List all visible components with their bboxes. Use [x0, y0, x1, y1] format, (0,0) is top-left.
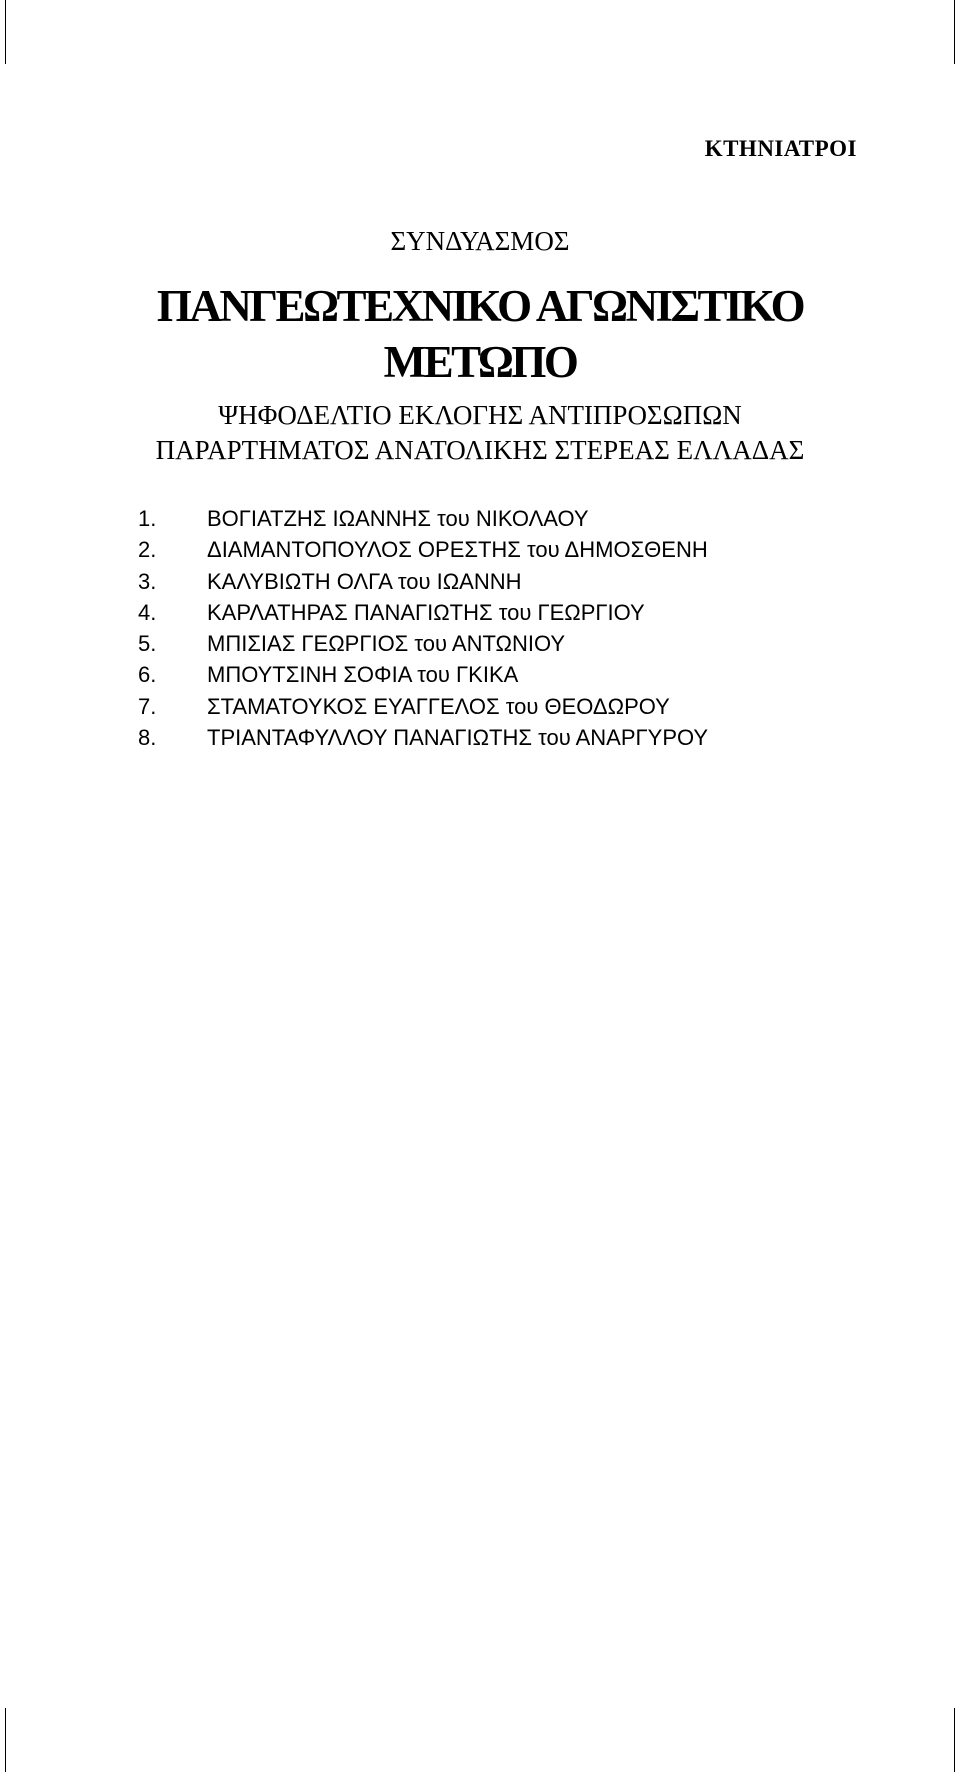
coalition-name-line-2: ΜΕΤΩΠΟ: [383, 337, 577, 387]
candidate-item: [138, 691, 708, 722]
candidate-number: 8.: [138, 725, 157, 751]
crop-mark-bottom-left: [5, 1708, 6, 1772]
ballot-title: [0, 398, 960, 468]
candidate-item: [138, 566, 708, 597]
candidate-name: ΒΟΓΙΑΤΖΗΣ ΙΩΑΝΝΗΣ του ΝΙΚΟΛΑΟΥ: [207, 506, 589, 531]
candidate-number: 6.: [138, 662, 157, 688]
category-label: ΚΤΗΝΙΑΤΡΟΙ: [704, 136, 857, 161]
candidate-number: 4.: [138, 599, 157, 625]
ballot-title-line-1: ΨΗΦΟΔΕΛΤΙΟ ΕΚΛΟΓΗΣ ΑΝΤΙΠΡΟΣΩΠΩΝ: [218, 400, 742, 430]
ballot-title-line-2: ΠΑΡΑΡΤΗΜΑΤΟΣ ΑΝΑΤΟΛΙΚΗΣ ΣΤΕΡΕΑΣ ΕΛΛΑΔΑΣ: [155, 435, 805, 465]
crop-mark-top-left: [5, 0, 6, 64]
candidate-number: 5.: [138, 631, 157, 657]
candidate-item: [138, 722, 708, 753]
candidate-item: [138, 597, 708, 628]
candidate-name: ΣΤΑΜΑΤΟΥΚΟΣ ΕΥΑΓΓΕΛΟΣ του ΘΕΟΔΩΡΟΥ: [207, 693, 670, 719]
candidate-name: ΤΡΙΑΝΤΑΦΥΛΛΟΥ ΠΑΝΑΓΙΩΤΗΣ του ΑΝΑΡΓΥΡΟΥ: [207, 725, 709, 751]
candidate-name: ΚΑΡΛΑΤΗΡΑΣ ΠΑΝΑΓΙΩΤΗΣ του ΓΕΩΡΓΙΟΥ: [207, 599, 645, 625]
coalition-name-line-1: ΠΑΝΓΕΩΤΕΧΝΙΚΟ ΑΓΩΝΙΣΤΙΚΟ: [156, 281, 804, 331]
candidate-item: [138, 503, 708, 534]
crop-mark-bottom-right: [954, 1708, 955, 1772]
coalition-name: [0, 278, 960, 390]
candidate-item: [138, 534, 708, 565]
crop-mark-top-right: [954, 0, 955, 64]
candidate-name: ΔΙΑΜΑΝΤΟΠΟΥΛΟΣ ΟΡΕΣΤΗΣ του ΔΗΜΟΣΘΕΝΗ: [207, 537, 708, 563]
candidate-name: ΜΠΟΥΤΣΙΝΗ ΣΟΦΙΑ του ΓΚΙΚΑ: [207, 662, 519, 688]
candidate-number: 7.: [138, 693, 157, 719]
candidate-number: 3.: [138, 568, 157, 594]
candidate-name: ΜΠΙΣΙΑΣ ΓΕΩΡΓΙΟΣ του ΑΝΤΩΝΙΟΥ: [207, 631, 566, 657]
candidate-list: [138, 503, 708, 753]
coalition-label: ΣΥΝΔΥΑΣΜΟΣ: [390, 226, 570, 256]
candidate-item: [138, 659, 708, 690]
candidate-item: [138, 628, 708, 659]
candidate-number: 2.: [138, 537, 157, 563]
candidate-number: 1.: [138, 506, 157, 531]
candidate-name: ΚΑΛΥΒΙΩΤΗ ΟΛΓΑ του ΙΩΑΝΝΗ: [207, 568, 522, 594]
